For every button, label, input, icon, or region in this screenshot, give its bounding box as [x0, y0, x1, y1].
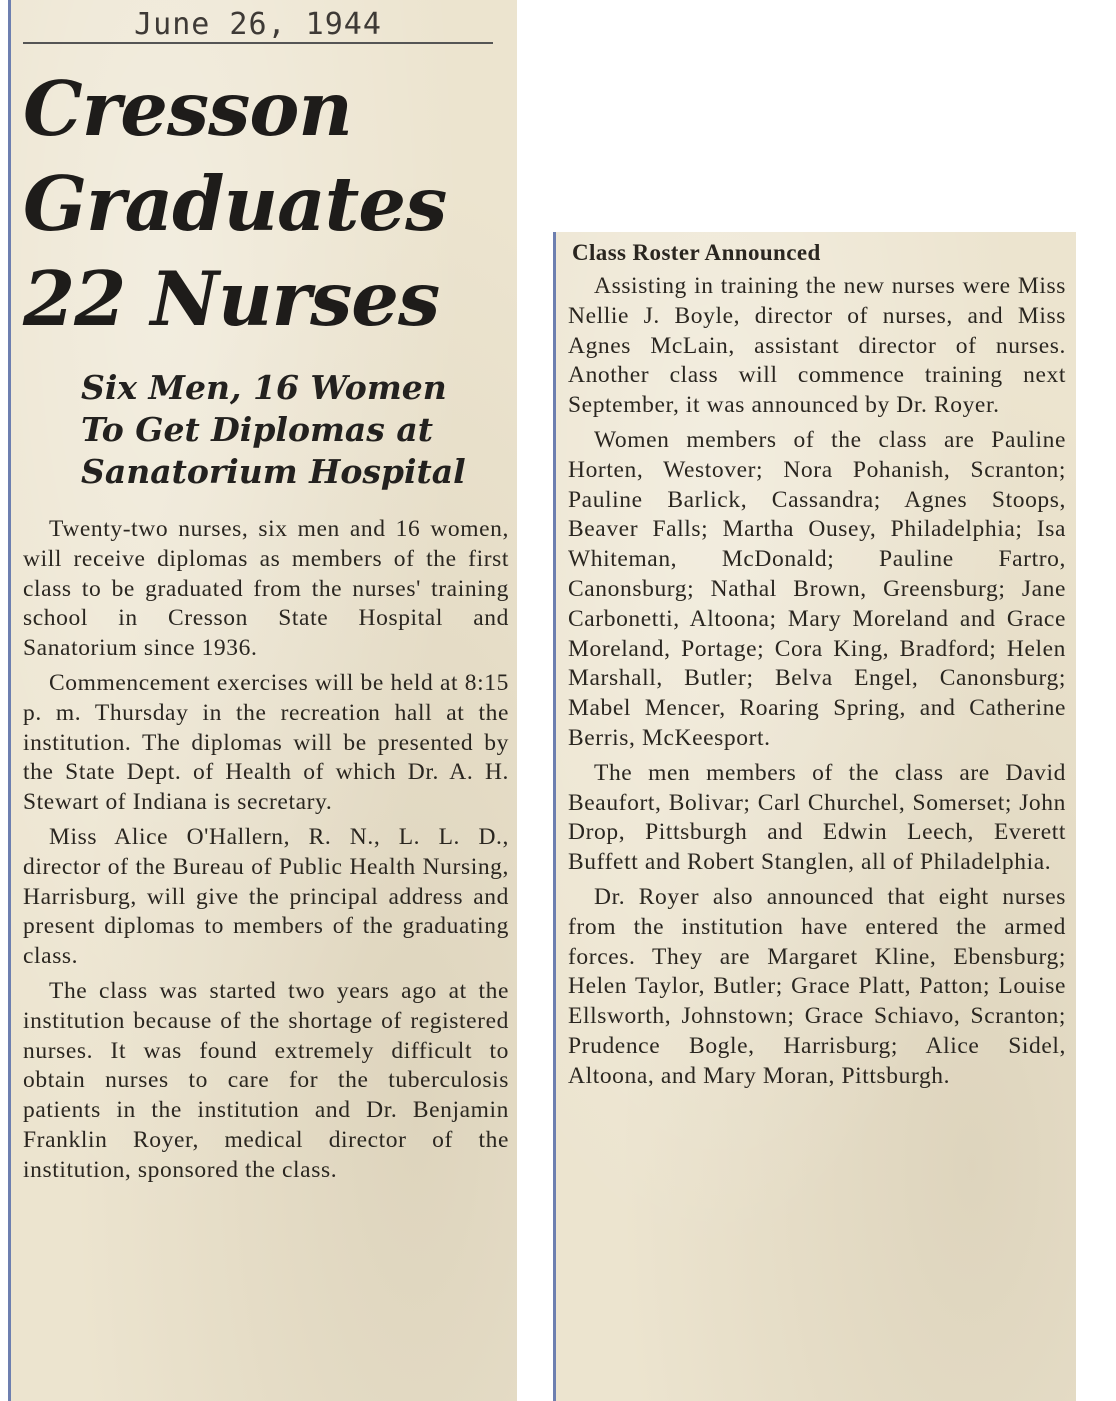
subhead: [81, 367, 509, 493]
headline-line-3: 22 Nurses: [23, 255, 440, 343]
section-heading: Class Roster Announced: [572, 240, 821, 265]
article-body-left: [23, 515, 509, 1186]
clipping-right: [553, 232, 1076, 1401]
clipping-left: [8, 0, 517, 1401]
paragraph: The class was started two years ago at the institution because of the shortage of registered nurses. It was found extremely difficult to obtain nurses to care for the tuberculosis patients in the institution and Dr. Benjamin Franklin Royer, medical director of the institution, sponsored the class.: [23, 977, 509, 1183]
article-body-right: [568, 272, 1066, 1092]
headline: [23, 62, 509, 347]
dateline: June 26, 1944: [23, 8, 493, 44]
headline-line-1: Cresson: [23, 65, 352, 153]
paragraph: Women members of the class are Pauline Horten, Westover; Nora Pohanish, Scranton; Pauline Barlick, Cassandra; Agnes Stoops, Beaver Falls; Martha Ousey, Philadelphia; Isa Whiteman, McDonald; Pauline Fartro, Canonsburg; Nathal Brown, Greensburg; Jane Carbonetti, Altoona; Mary Moreland and Grace Moreland, Portage; Cora King, Bradford; Helen Marshall, Butler; Belva Engel, Canonsburg; Mabel Mencer, Roaring Spring, and Catherine Berris, McKeesport.: [568, 426, 1066, 751]
subhead-line-3: Sanatorium Hospital: [81, 452, 466, 491]
paragraph: Twenty-two nurses, six men and 16 women, will receive diplomas as members of the first class to be graduated from the nurses' training school in Cresson State Hospital and Sanatorium since 1936.: [23, 516, 509, 662]
paragraph: Assisting in training the new nurses were Miss Nellie J. Boyle, director of nurses, and Miss Agnes McLain, assistant director of nurses. Another class will commence training next September, it was announced by Dr. Royer.: [568, 273, 1066, 419]
headline-line-2: Graduates: [23, 160, 447, 248]
subhead-line-1: Six Men, 16 Women: [81, 368, 447, 407]
paragraph: The men members of the class are David Beaufort, Bolivar; Carl Churchel, Somerset; John Drop, Pittsburgh and Edwin Leech, Everett Buffett and Robert Stanglen, all of Philadelphia.: [568, 759, 1066, 876]
subhead-line-2: To Get Diplomas at: [81, 410, 433, 449]
paragraph: Commencement exercises will be held at 8:15 p. m. Thursday in the recreation hall at the institution. The diplomas will be presented by the State Dept. of Health of which Dr. A. H. Stewart of Indiana is secretary.: [23, 669, 509, 816]
paragraph: Dr. Royer also announced that eight nurses from the institution have entered the armed forces. They are Margaret Kline, Ebensburg; Helen Taylor, Butler; Grace Platt, Patton; Louise Ellsworth, Johnstown; Grace Schiavo, Scranton; Prudence Bogle, Harrisburg; Alice Sidel, Altoona, and Mary Moran, Pittsburgh.: [568, 883, 1066, 1089]
paragraph: Miss Alice O'Hallern, R. N., L. L. D., director of the Bureau of Public Health Nursing, Harrisburg, will give the principal address and present diplomas to members of the graduating class.: [23, 823, 509, 970]
